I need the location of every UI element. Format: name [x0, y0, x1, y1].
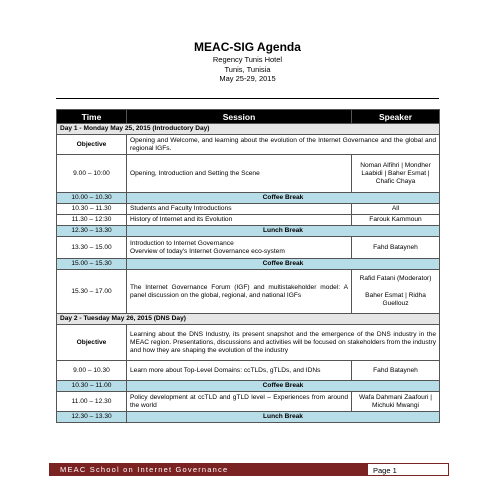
break-cell: Coffee Break [127, 381, 440, 392]
session-cell: The Internet Governance Forum (IGF) and multistakeholder model: A panel discussion on the global, regional, and national IGFs [127, 270, 352, 314]
table-row [57, 325, 440, 361]
table-row [57, 155, 440, 193]
header-divider [56, 98, 439, 99]
table-header-row [57, 110, 440, 124]
session-cell: Learn more about Top-Level Domains: ccTLDs, gTLDs, and IDNs [127, 361, 352, 381]
time-cell: 12.30 – 13.30 [57, 412, 127, 423]
day-heading-row [57, 124, 440, 135]
time-cell: 10.00 – 10.30 [57, 193, 127, 204]
break-cell: Coffee Break [127, 193, 440, 204]
table-row [57, 392, 440, 412]
day-heading: Day 1 - Monday May 25, 2015 (Introductory Day) [57, 124, 440, 135]
table-row [57, 237, 440, 259]
session-cell [127, 237, 352, 259]
column-header-session: Session [127, 110, 352, 124]
objective-text: Learning about the DNS Industry, its present snapshot and the emergence of the DNS industry in the MEAC region. Presentations, discussions and activities will be focused on stakeholders from the industry and how they are shaping the evolution of the industry [127, 325, 440, 361]
time-cell: 9.00 – 10:00 [57, 155, 127, 193]
table-row [57, 193, 440, 204]
page-footer [49, 463, 449, 476]
panelists: Baher Esmat | Ridha Guellouz [365, 292, 426, 307]
page-number: Page 1 [367, 463, 449, 476]
objective-label: Objective [57, 135, 127, 155]
speaker-cell [352, 270, 440, 314]
table-row [57, 270, 440, 314]
time-cell: 9.00 – 10.30 [57, 361, 127, 381]
session-cell: Policy development at ccTLD and gTLD level – Experiences from around the world [127, 392, 352, 412]
session-cell: History of Internet and its Evolution [127, 215, 352, 226]
break-cell: Coffee Break [127, 259, 440, 270]
agenda-title: MEAC-SIG Agenda [194, 40, 301, 54]
speaker-cell: All [352, 204, 440, 215]
speaker-cell: Fahd Batayneh [352, 237, 440, 259]
speaker-cell: Fahd Batayneh [352, 361, 440, 381]
session-cell: Students and Faculty Introductions [127, 204, 352, 215]
speaker-cell: Noman Alfihri | Mondher Laabidi | Baher Esmat | Chafic Chaya [352, 155, 440, 193]
session-line: Introduction to Internet Governance [130, 239, 234, 247]
agenda-table [56, 109, 440, 423]
time-cell: 11.00 – 12.30 [57, 392, 127, 412]
break-cell: Lunch Break [127, 412, 440, 423]
time-cell: 15.30 – 17.00 [57, 270, 127, 314]
session-cell: Opening, Introduction and Setting the Scene [127, 155, 352, 193]
time-cell: 13.30 – 15.00 [57, 237, 127, 259]
break-cell: Lunch Break [127, 226, 440, 237]
table-row [57, 361, 440, 381]
table-row [57, 381, 440, 392]
day-heading-row [57, 314, 440, 325]
footer-school-name: MEAC School on Internet Governance [60, 465, 229, 474]
table-row [57, 412, 440, 423]
table-row [57, 204, 440, 215]
time-cell: 15.00 – 15.30 [57, 259, 127, 270]
moderator: Rafid Fatani (Moderator) [359, 275, 432, 282]
session-line: Overview of today's Internet Governance eco-system [130, 247, 285, 255]
event-dates: May 25-29, 2015 [219, 74, 276, 83]
table-row [57, 259, 440, 270]
time-cell: 11.30 – 12:30 [57, 215, 127, 226]
time-cell: 12.30 – 13.30 [57, 226, 127, 237]
document-header [0, 40, 495, 84]
table-row [57, 226, 440, 237]
time-cell: 10.30 – 11.00 [57, 381, 127, 392]
city: Tunis, Tunisia [224, 64, 271, 74]
table-row [57, 135, 440, 155]
objective-label: Objective [57, 325, 127, 361]
column-header-time: Time [57, 110, 127, 124]
venue: Regency Tunis Hotel [212, 55, 283, 64]
table-row [57, 215, 440, 226]
time-cell: 10.30 – 11.30 [57, 204, 127, 215]
day-heading: Day 2 - Tuesday May 26, 2015 (DNS Day) [57, 314, 440, 325]
speaker-cell: Wafa Dahmani Zaafouri | Michuki Mwangi [352, 392, 440, 412]
speaker-cell: Farouk Kammoun [352, 215, 440, 226]
objective-text: Opening and Welcome, and learning about the evolution of the Internet Governance and the global and regional IGFs. [127, 135, 440, 155]
column-header-speaker: Speaker [352, 110, 440, 124]
